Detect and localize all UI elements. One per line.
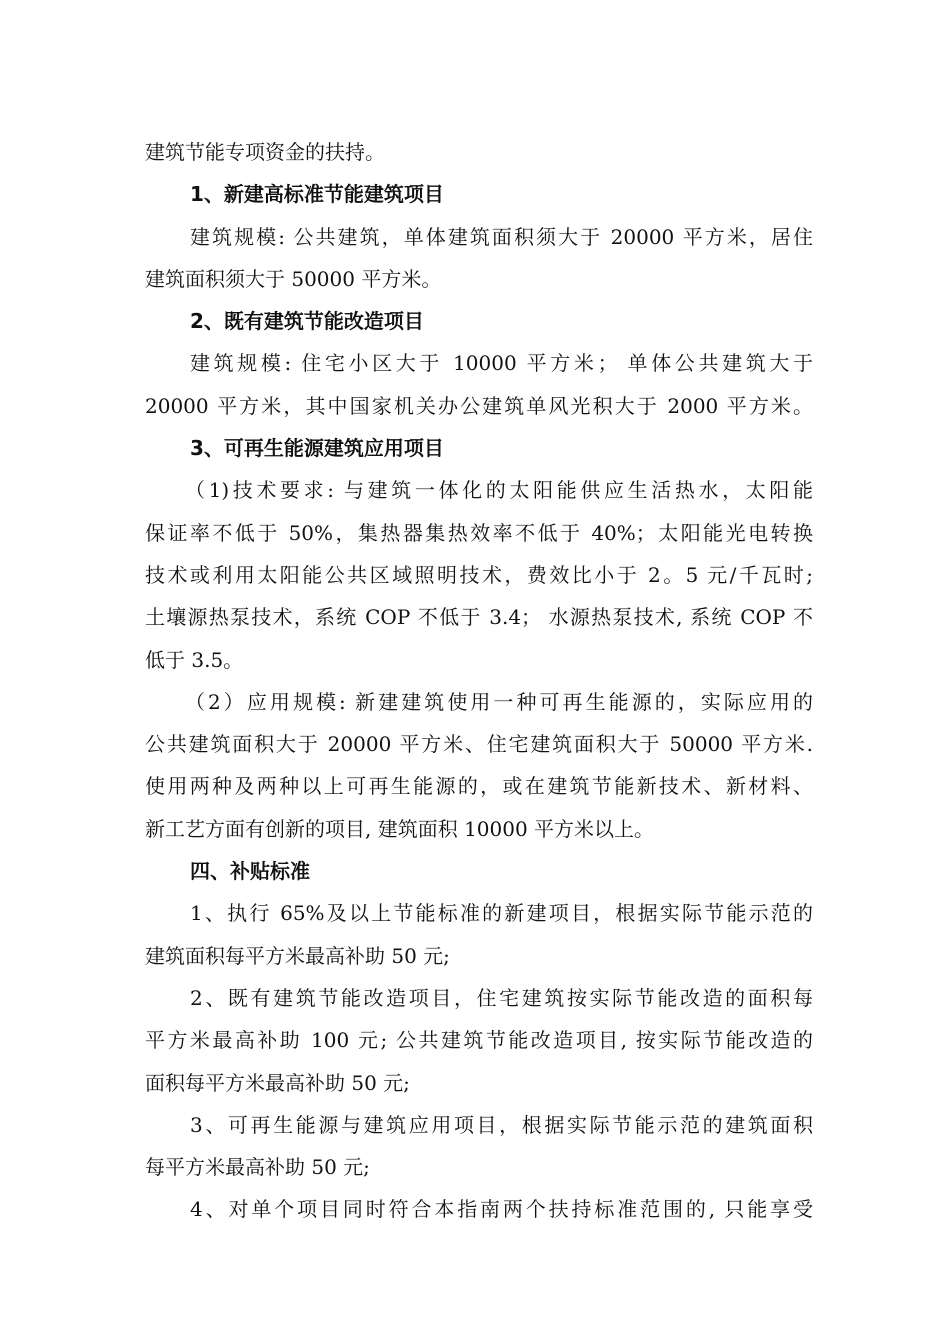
section-heading: 2、既有建筑节能改造项目 — [190, 309, 424, 334]
body-line: 保证率不低于 50%，集热器集热效率不低于 40%；太阳能光电转换 — [145, 520, 813, 545]
body-line: 3、可再生能源与建筑应用项目，根据实际节能示范的建筑面积 — [190, 1112, 813, 1137]
body-line: 2、既有建筑节能改造项目，住宅建筑按实际节能改造的面积每 — [190, 985, 813, 1010]
body-line: 低于 3.5。 — [145, 647, 244, 672]
section-heading: 3、可再生能源建筑应用项目 — [190, 436, 444, 461]
body-line: 使用两种及两种以上可再生能源的，或在建筑节能新技术、新材料、 — [145, 774, 813, 799]
body-line: 每平方米最高补助 50 元; — [145, 1155, 370, 1180]
body-line: 建筑规模: 住宅小区大于 10000 平方米； 单体公共建筑大于 — [190, 351, 813, 376]
body-line: 技术或利用太阳能公共区域照明技术，费效比小于 2。5 元/千瓦时; — [145, 562, 813, 587]
body-line: 建筑面积每平方米最高补助 50 元; — [145, 943, 450, 968]
body-line: 20000 平方米，其中国家机关办公建筑单风光积大于 2000 平方米。 — [145, 393, 813, 418]
body-line: 平方米最高补助 100 元; 公共建筑节能改造项目, 按实际节能改造的 — [145, 1028, 813, 1053]
body-line: 面积每平方米最高补助 50 元; — [145, 1070, 410, 1095]
body-line: 建筑规模: 公共建筑，单体建筑面积须大于 20000 平方米，居住 — [190, 224, 813, 249]
body-line: 建筑面积须大于 50000 平方米。 — [145, 266, 442, 291]
body-line: 新工艺方面有创新的项目, 建筑面积 10000 平方米以上。 — [145, 816, 655, 841]
body-line: 4、对单个项目同时符合本指南两个扶持标准范围的, 只能享受 — [190, 1197, 813, 1222]
body-line: 建筑节能专项资金的扶持。 — [145, 140, 385, 164]
body-line: 1、执行 65%及以上节能标准的新建项目，根据实际节能示范的 — [190, 901, 813, 926]
body-line: （1)技术要求: 与建筑一体化的太阳能供应生活热水，太阳能 — [185, 478, 813, 503]
document-body — [145, 131, 813, 1231]
body-line: （2）应用规模: 新建建筑使用一种可再生能源的，实际应用的 — [185, 689, 813, 714]
section-heading: 1、新建高标准节能建筑项目 — [190, 182, 444, 207]
section-heading: 四、补贴标准 — [190, 859, 310, 884]
body-line: 土壤源热泵技术，系统 COP 不低于 3.4； 水源热泵技术, 系统 COP 不 — [145, 605, 813, 630]
body-line: 公共建筑面积大于 20000 平方米、住宅建筑面积大于 50000 平方米. — [145, 732, 813, 757]
